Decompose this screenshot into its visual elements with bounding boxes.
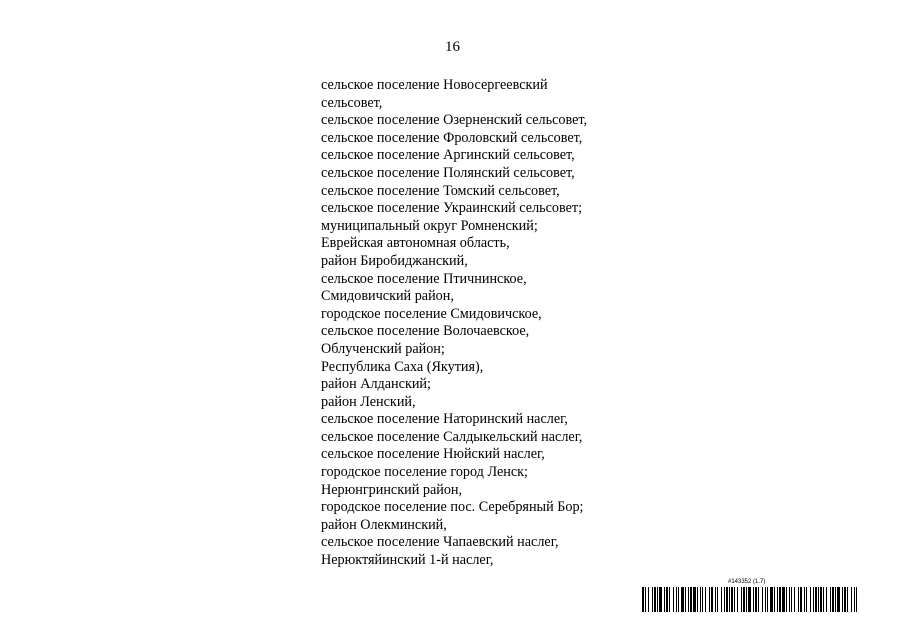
barcode-bar [697, 587, 698, 612]
barcode-bar [800, 587, 802, 612]
body-line: Еврейская автономная область, [321, 235, 510, 252]
barcode-bar [642, 587, 644, 612]
barcode-bar [782, 587, 785, 612]
barcode-bar [681, 587, 684, 612]
barcode-bar [715, 587, 716, 612]
barcode-bar [786, 587, 787, 612]
body-line: район Ленский, [321, 393, 416, 410]
barcode-bar [777, 587, 778, 612]
barcode-bar [645, 587, 646, 612]
body-line: сельское поселение Чапаевский наслег, [321, 534, 559, 551]
body-line: Смидовичский район, [321, 288, 454, 305]
barcode-bar [789, 587, 790, 612]
barcode-bar [779, 587, 781, 612]
barcode-bar [657, 587, 658, 612]
body-line: район Алданский; [321, 376, 431, 393]
barcode-bar [717, 587, 718, 612]
barcode-bar [652, 587, 653, 612]
barcode-bar [774, 587, 775, 612]
barcode-bar [806, 587, 807, 612]
body-line: городское поселение пос. Серебряный Бор; [321, 499, 584, 516]
barcode-bar [755, 587, 757, 612]
barcode-bar [847, 587, 848, 612]
barcode-bar [794, 587, 795, 612]
barcode-bar [743, 587, 745, 612]
barcode-bar [851, 587, 852, 612]
body-line: сельское поселение Волочаевское, [321, 323, 530, 340]
barcode-bar [709, 587, 710, 612]
barcode-bar [673, 587, 674, 612]
barcode-bar [664, 587, 665, 612]
barcode-bar [746, 587, 747, 612]
barcode-bar [731, 587, 733, 612]
body-line: сельсовет, [321, 94, 383, 111]
barcode-bar [758, 587, 759, 612]
barcode-bar [815, 587, 817, 612]
body-line: сельское поселение Салдыкельский наслег, [321, 428, 583, 445]
barcode-bar [762, 587, 763, 612]
body-line: муниципальный округ Ромненский; [321, 217, 538, 234]
body-line: сельское поселение Фроловский сельсовет, [321, 129, 583, 146]
barcode-bar [688, 587, 689, 612]
barcode-bar [666, 587, 668, 612]
barcode-bar [791, 587, 792, 612]
body-line: сельское поселение Томский сельсовет, [321, 182, 560, 199]
barcode-bar [842, 587, 843, 612]
body-line: район Биробиджанский, [321, 252, 468, 269]
body-line: сельское поселение Полянский сельсовет, [321, 164, 575, 181]
barcode-bar [820, 587, 822, 612]
barcode-bar [767, 587, 768, 612]
body-line: район Олекминский, [321, 516, 447, 533]
barcode-bar [690, 587, 692, 612]
page-number: 16 [445, 39, 460, 55]
body-line: городское поселение Смидовичское, [321, 305, 542, 322]
body-line: Нерюктяйинский 1-й наслег, [321, 552, 494, 569]
barcode-bar [818, 587, 819, 612]
barcode-caption: #143352 (1.7) [728, 579, 766, 585]
barcode-bar [734, 587, 735, 612]
barcode-bar [705, 587, 706, 612]
barcode-bar [654, 587, 656, 612]
barcode-bar [711, 587, 713, 612]
barcode-bar [765, 587, 766, 612]
body-line: сельское поселение Наторинский наслег, [321, 411, 568, 428]
barcode-bar [844, 587, 846, 612]
barcode-bar [823, 587, 824, 612]
barcode-bar [729, 587, 730, 612]
body-line: Нерюнгринский район, [321, 481, 463, 498]
barcode-bar [832, 587, 834, 612]
barcode-bar [804, 587, 805, 612]
barcode-bar [659, 587, 662, 612]
barcode-bar [748, 587, 751, 612]
barcode-bar [835, 587, 836, 612]
body-line: сельское поселение Озерненский сельсовет, [321, 112, 588, 129]
barcode-bar [737, 587, 738, 612]
barcode-bar [676, 587, 677, 612]
barcode-bar [741, 587, 742, 612]
barcode-bar [856, 587, 857, 612]
barcode-bar [753, 587, 754, 612]
body-line: Республика Саха (Якутия), [321, 358, 484, 375]
barcode-bar [798, 587, 799, 612]
barcode-bar [724, 587, 725, 612]
barcode-bar [830, 587, 831, 612]
body-line: сельское поселение Нюйский наслег, [321, 446, 545, 463]
barcode-bar [813, 587, 814, 612]
body-line: сельское поселение Новосергеевский [321, 77, 548, 93]
barcode-bars [642, 587, 859, 612]
barcode-bar [648, 587, 649, 612]
barcode-bar [678, 587, 679, 612]
barcode-bar [854, 587, 855, 612]
barcode-bar [693, 587, 696, 612]
body-line: Облученский район; [321, 340, 445, 357]
barcode-bar [770, 587, 773, 612]
barcode-bar [826, 587, 827, 612]
barcode-bar [700, 587, 701, 612]
barcode-bar [669, 587, 670, 612]
barcode [642, 579, 859, 613]
barcode-bar [726, 587, 728, 612]
barcode-bar [702, 587, 703, 612]
body-line: городское поселение город Ленск; [321, 464, 528, 481]
body-line: сельское поселение Птичнинское, [321, 270, 527, 287]
document-body [321, 77, 651, 570]
barcode-bar [685, 587, 686, 612]
barcode-bar [837, 587, 840, 612]
barcode-bar [810, 587, 811, 612]
body-line: сельское поселение Аргинский сельсовет, [321, 147, 575, 164]
body-line: сельское поселение Украинский сельсовет; [321, 200, 583, 217]
barcode-bar [721, 587, 722, 612]
